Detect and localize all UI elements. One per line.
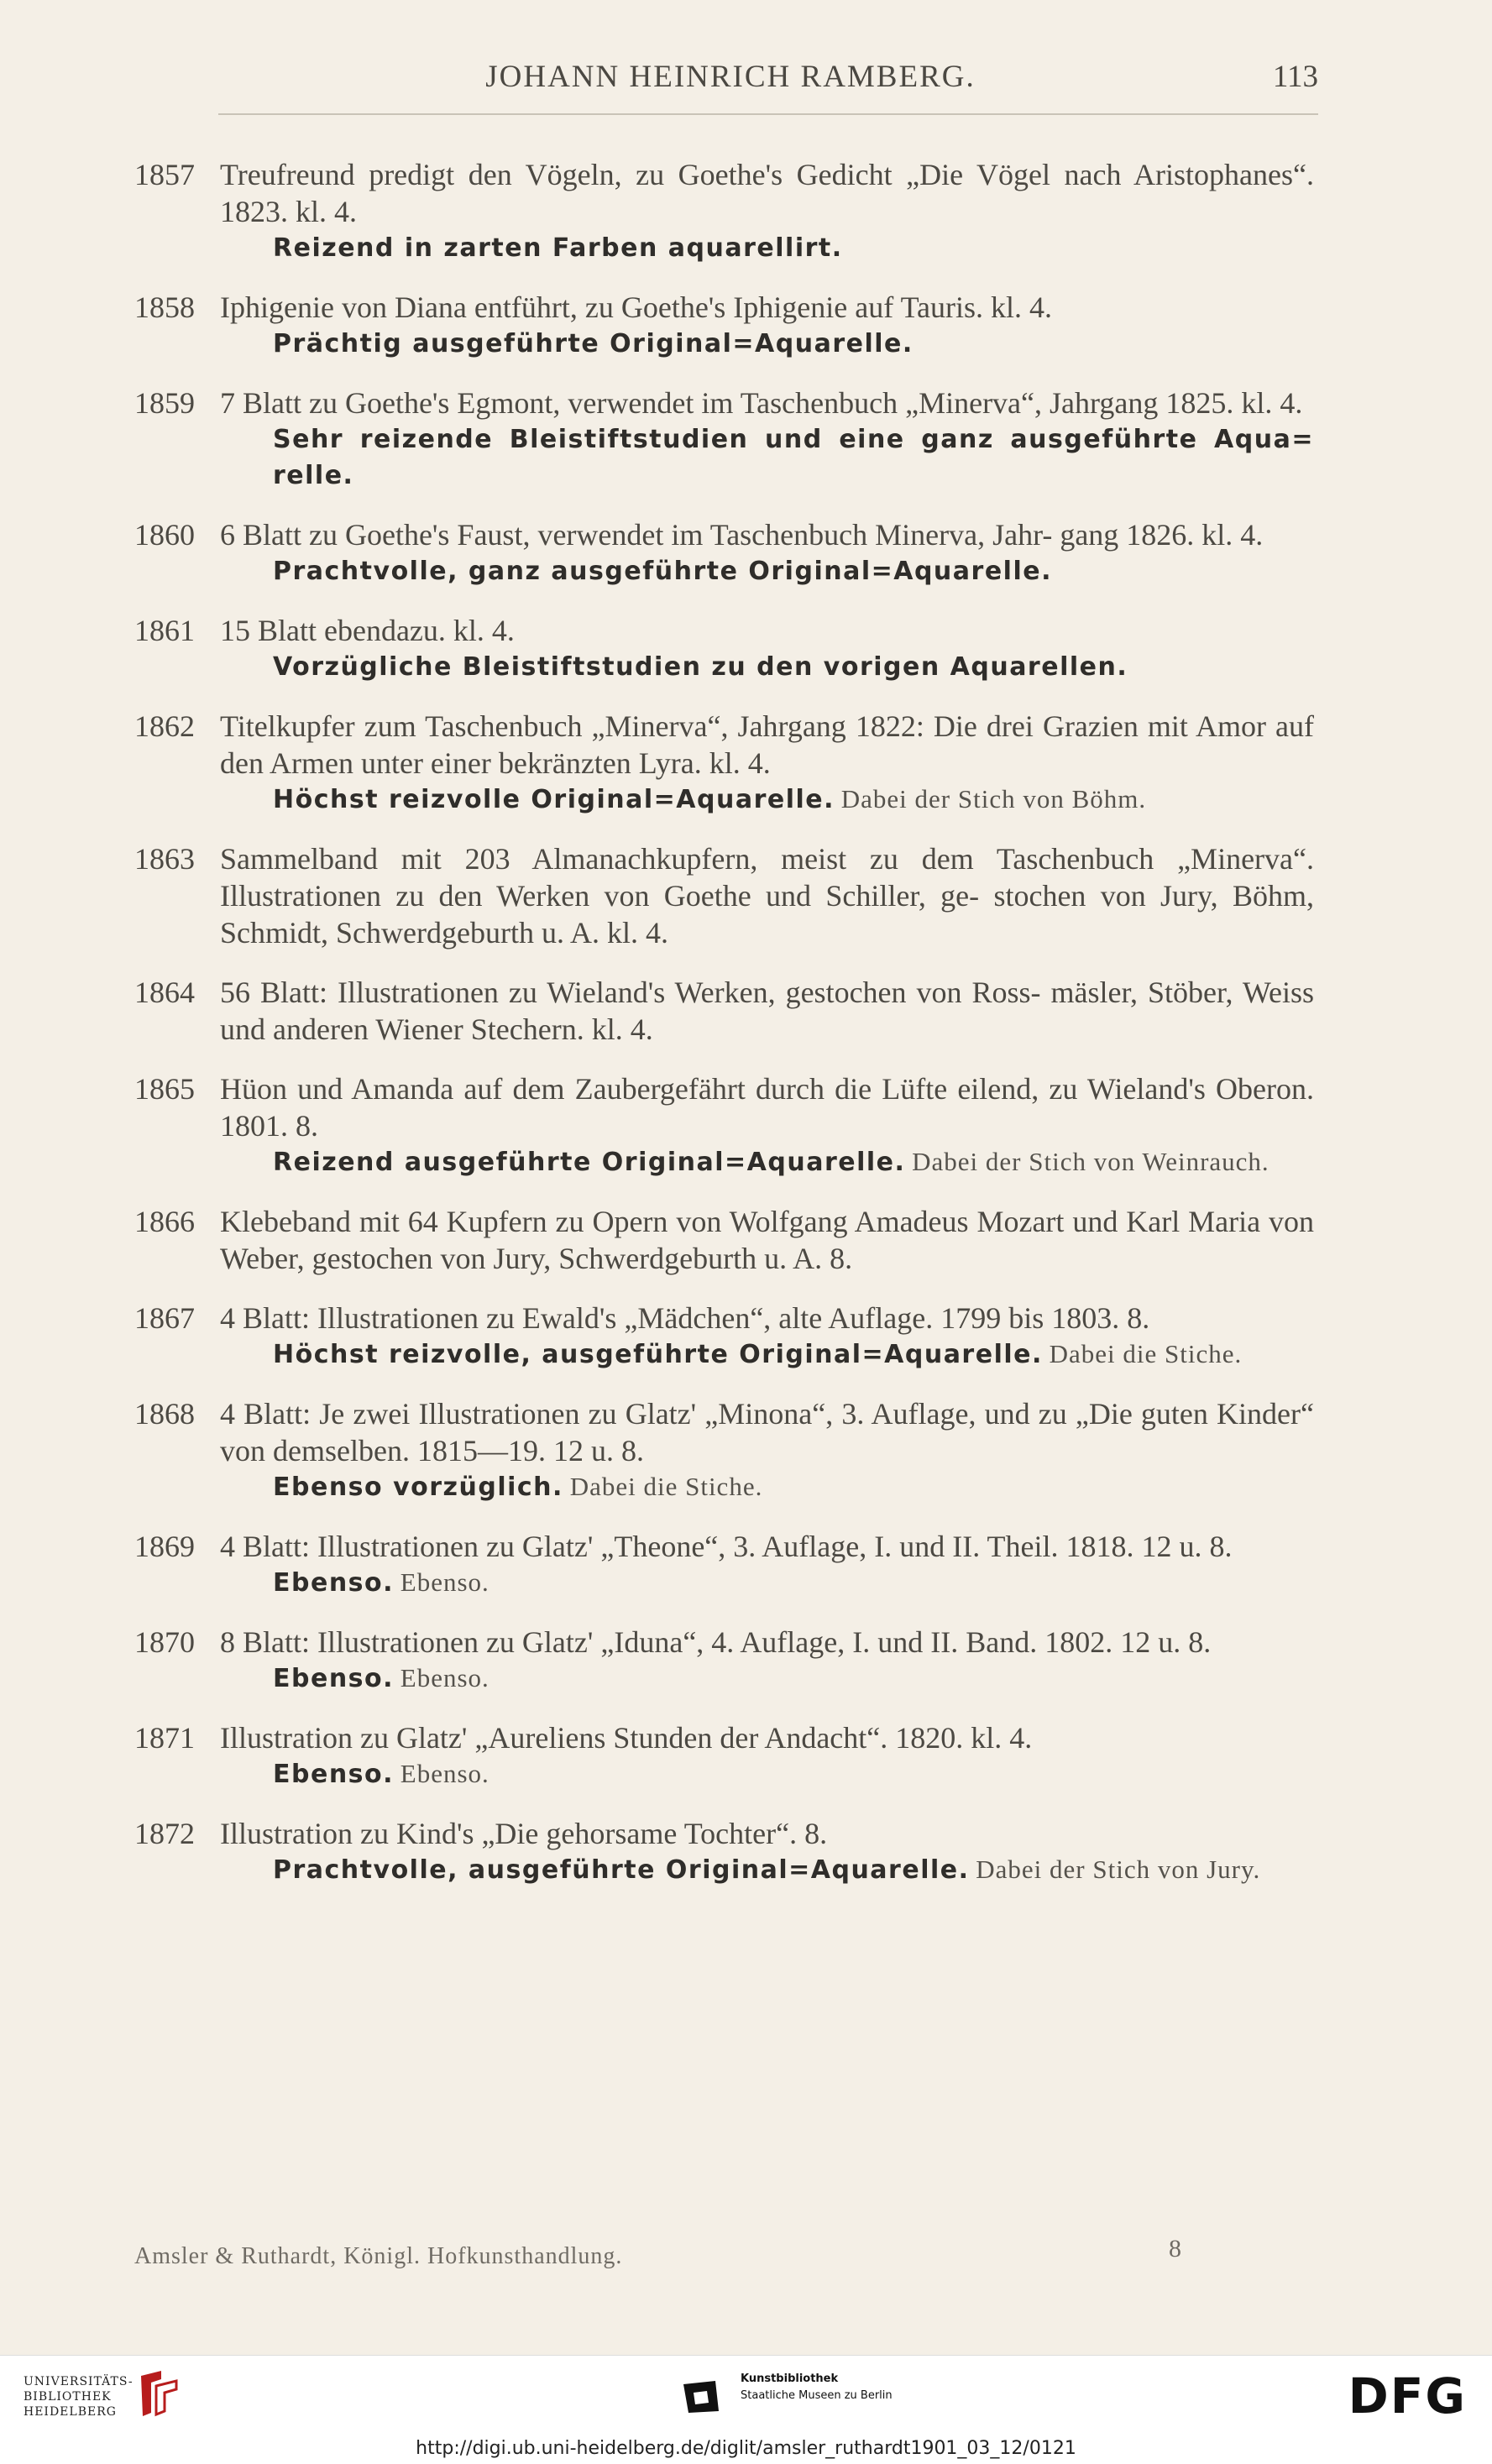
catalogue-entries — [134, 156, 1314, 1911]
entry-note-text: Dabei der Stich von Weinrauch. — [912, 1147, 1270, 1176]
entry-note-emphasis: Sehr reizende Bleistiftstudien und eine ganz ausgeführte Aqua= relle. — [273, 425, 1314, 490]
entry-description: Hüon und Amanda auf dem Zaubergefährt durch die Lüfte eilend, zu Wieland's Oberon. 1801. 8. — [220, 1072, 1314, 1143]
entry-note-emphasis: Ebenso vorzüglich. — [273, 1473, 563, 1502]
catalogue-entry — [134, 385, 1314, 494]
signature-mark: 8 — [1169, 2235, 1181, 2263]
entry-note — [273, 649, 1314, 685]
entry-description: Illustration zu Kind's „Die gehorsame Tochter“. 8. — [220, 1817, 828, 1850]
entry-note-text: Ebenso. — [400, 1663, 489, 1692]
catalogue-entry — [134, 516, 1314, 589]
entry-description: Iphigenie von Diana entführt, zu Goethe's Iphigenie auf Tauris. kl. 4. — [220, 290, 1053, 324]
kunstbibliothek-subtitle: Staatliche Museen zu Berlin — [741, 2389, 893, 2402]
entry-note — [273, 1852, 1314, 1888]
catalogue-entry — [134, 1624, 1314, 1697]
kunstbibliothek-text — [741, 2371, 925, 2404]
catalogue-entry — [134, 708, 1314, 818]
entry-number: 1867 — [134, 1301, 195, 1335]
entry-note — [273, 553, 1314, 589]
header-rule — [218, 113, 1318, 115]
entry-note-emphasis: Höchst reizvolle, ausgeführte Original=Aquarelle. — [273, 1340, 1043, 1369]
entry-description: Sammelband mit 203 Almanachkupfern, meist zu dem Taschenbuch „Minerva“. Illustrationen zu den Werken von Goethe und Schiller, ge- stochen von Jury, Böhm, Schmidt, Schwerdgeburth u. A. kl. 4. — [220, 842, 1314, 950]
university-logo-line: BIBLIOTHEK — [24, 2390, 112, 2404]
permalink-url[interactable]: http://digi.ub.uni-heidelberg.de/diglit/amsler_ruthardt1901_03_12/0121 — [416, 2438, 1076, 2459]
entry-note — [273, 230, 1314, 266]
entry-note-emphasis: Ebenso. — [273, 1760, 395, 1789]
entry-note-emphasis: Höchst reizvolle Original=Aquarelle. — [273, 785, 835, 814]
entry-number: 1870 — [134, 1625, 195, 1659]
catalogue-entry — [134, 289, 1314, 362]
entry-description: Treufreund predigt den Vögeln, zu Goethe's Gedicht „Die Vögel nach Aristophanes“. 1823. kl. 4. — [220, 158, 1314, 228]
entry-note-emphasis: Prachtvolle, ganz ausgeführte Original=Aquarelle. — [273, 557, 1052, 586]
entry-note-emphasis: Ebenso. — [273, 1568, 395, 1598]
catalogue-entry — [134, 156, 1314, 266]
entry-description: 56 Blatt: Illustrationen zu Wieland's Werken, gestochen von Ross- mäsler, Stöber, Weiss und anderen Wiener Stechern. kl. 4. — [220, 976, 1314, 1046]
kunstbibliothek-icon — [682, 2379, 720, 2414]
catalogue-entry — [134, 840, 1314, 951]
catalogue-entry — [134, 1815, 1314, 1888]
entry-note — [273, 1565, 1314, 1601]
entry-note-emphasis: Vorzügliche Bleistiftstudien zu den vorigen Aquarellen. — [273, 652, 1128, 682]
entry-note-text: Dabei der Stich von Böhm. — [840, 784, 1147, 813]
catalogue-entry — [134, 1300, 1314, 1373]
entry-number: 1868 — [134, 1397, 195, 1431]
entry-note — [273, 782, 1314, 818]
entry-number: 1859 — [134, 386, 195, 420]
university-emblem-icon — [136, 2369, 183, 2420]
running-head — [134, 59, 1327, 109]
catalogue-entry — [134, 1203, 1314, 1277]
catalogue-entry — [134, 974, 1314, 1048]
entry-note-text: Ebenso. — [400, 1567, 489, 1597]
entry-number: 1864 — [134, 976, 195, 1009]
running-title: JOHANN HEINRICH RAMBERG. — [485, 60, 976, 94]
entry-number: 1857 — [134, 158, 195, 191]
entry-number: 1865 — [134, 1072, 195, 1106]
entry-description: 7 Blatt zu Goethe's Egmont, verwendet im Taschenbuch „Minerva“, Jahrgang 1825. kl. 4. — [220, 386, 1303, 420]
entry-description: 4 Blatt: Je zwei Illustrationen zu Glatz' „Minona“, 3. Auflage, und zu „Die guten Kinder“ von demselben. 1815—19. 12 u. 8. — [220, 1397, 1314, 1467]
entry-description: 4 Blatt: Illustrationen zu Glatz' „Theone“, 3. Auflage, I. und II. Theil. 1818. 12 u. 8. — [220, 1530, 1233, 1563]
entry-note — [273, 326, 1314, 362]
catalogue-entry — [134, 612, 1314, 685]
entry-note — [273, 1756, 1314, 1792]
entry-number: 1869 — [134, 1530, 195, 1563]
entry-number: 1872 — [134, 1817, 195, 1850]
entry-number: 1858 — [134, 290, 195, 324]
entry-note — [273, 1469, 1314, 1505]
entry-description: 4 Blatt: Illustrationen zu Ewald's „Mädchen“, alte Auflage. 1799 bis 1803. 8. — [220, 1301, 1150, 1335]
entry-note-text: Dabei die Stiche. — [1049, 1339, 1243, 1368]
entry-note — [273, 1661, 1314, 1697]
university-library-logo[interactable] — [24, 2374, 133, 2420]
entry-description: Illustration zu Glatz' „Aureliens Stunden der Andacht“. 1820. kl. 4. — [220, 1721, 1033, 1755]
entry-note-text: Ebenso. — [400, 1759, 489, 1788]
dfg-logo[interactable]: DFG — [1348, 2367, 1467, 2425]
catalogue-entry — [134, 1719, 1314, 1792]
entry-description: Klebeband mit 64 Kupfern zu Opern von Wolfgang Amadeus Mozart und Karl Maria von Weber, gestochen von Jury, Schwerdgeburth u. A. 8. — [220, 1205, 1314, 1275]
entry-note-emphasis: Prächtig ausgeführte Original=Aquarelle. — [273, 329, 914, 358]
catalogue-entry — [134, 1528, 1314, 1601]
entry-number: 1863 — [134, 842, 195, 876]
university-logo-line: UNIVERSITÄTS- — [24, 2375, 133, 2388]
entry-note-emphasis: Prachtvolle, ausgeführte Original=Aquarelle. — [273, 1855, 970, 1885]
catalogue-entry — [134, 1070, 1314, 1180]
university-logo-line: HEIDELBERG — [24, 2405, 117, 2419]
digitization-bar — [0, 2355, 1492, 2431]
entry-note-emphasis: Ebenso. — [273, 1664, 395, 1693]
entry-description: 6 Blatt zu Goethe's Faust, verwendet im Taschenbuch Minerva, Jahr- gang 1826. kl. 4. — [220, 518, 1264, 552]
entry-number: 1866 — [134, 1205, 195, 1238]
entry-note-emphasis: Reizend in zarten Farben aquarellirt. — [273, 233, 843, 263]
entry-description: 15 Blatt ebendazu. kl. 4. — [220, 614, 515, 647]
entry-description: 8 Blatt: Illustrationen zu Glatz' „Iduna“, 4. Auflage, I. und II. Band. 1802. 12 u. 8. — [220, 1625, 1212, 1659]
entry-note-emphasis: Reizend ausgeführte Original=Aquarelle. — [273, 1148, 906, 1177]
page-number: 113 — [1272, 60, 1318, 94]
entry-note-text: Dabei die Stiche. — [569, 1472, 763, 1501]
catalogue-entry — [134, 1395, 1314, 1505]
entry-description: Titelkupfer zum Taschenbuch „Minerva“, Jahrgang 1822: Die drei Grazien mit Amor auf den Armen unter einer bekränzten Lyra. kl. 4. — [220, 709, 1314, 780]
entry-number: 1862 — [134, 709, 195, 743]
entry-note — [273, 421, 1314, 494]
entry-number: 1861 — [134, 614, 195, 647]
entry-note-text: Dabei der Stich von Jury. — [976, 1855, 1261, 1884]
entry-note — [273, 1144, 1314, 1180]
entry-number: 1860 — [134, 518, 195, 552]
publisher-footer: Amsler & Ruthardt, Königl. Hofkunsthandlung. — [134, 2243, 623, 2269]
kunstbibliothek-title: Kunstbibliothek — [741, 2372, 839, 2385]
entry-number: 1871 — [134, 1721, 195, 1755]
entry-note — [273, 1337, 1314, 1373]
